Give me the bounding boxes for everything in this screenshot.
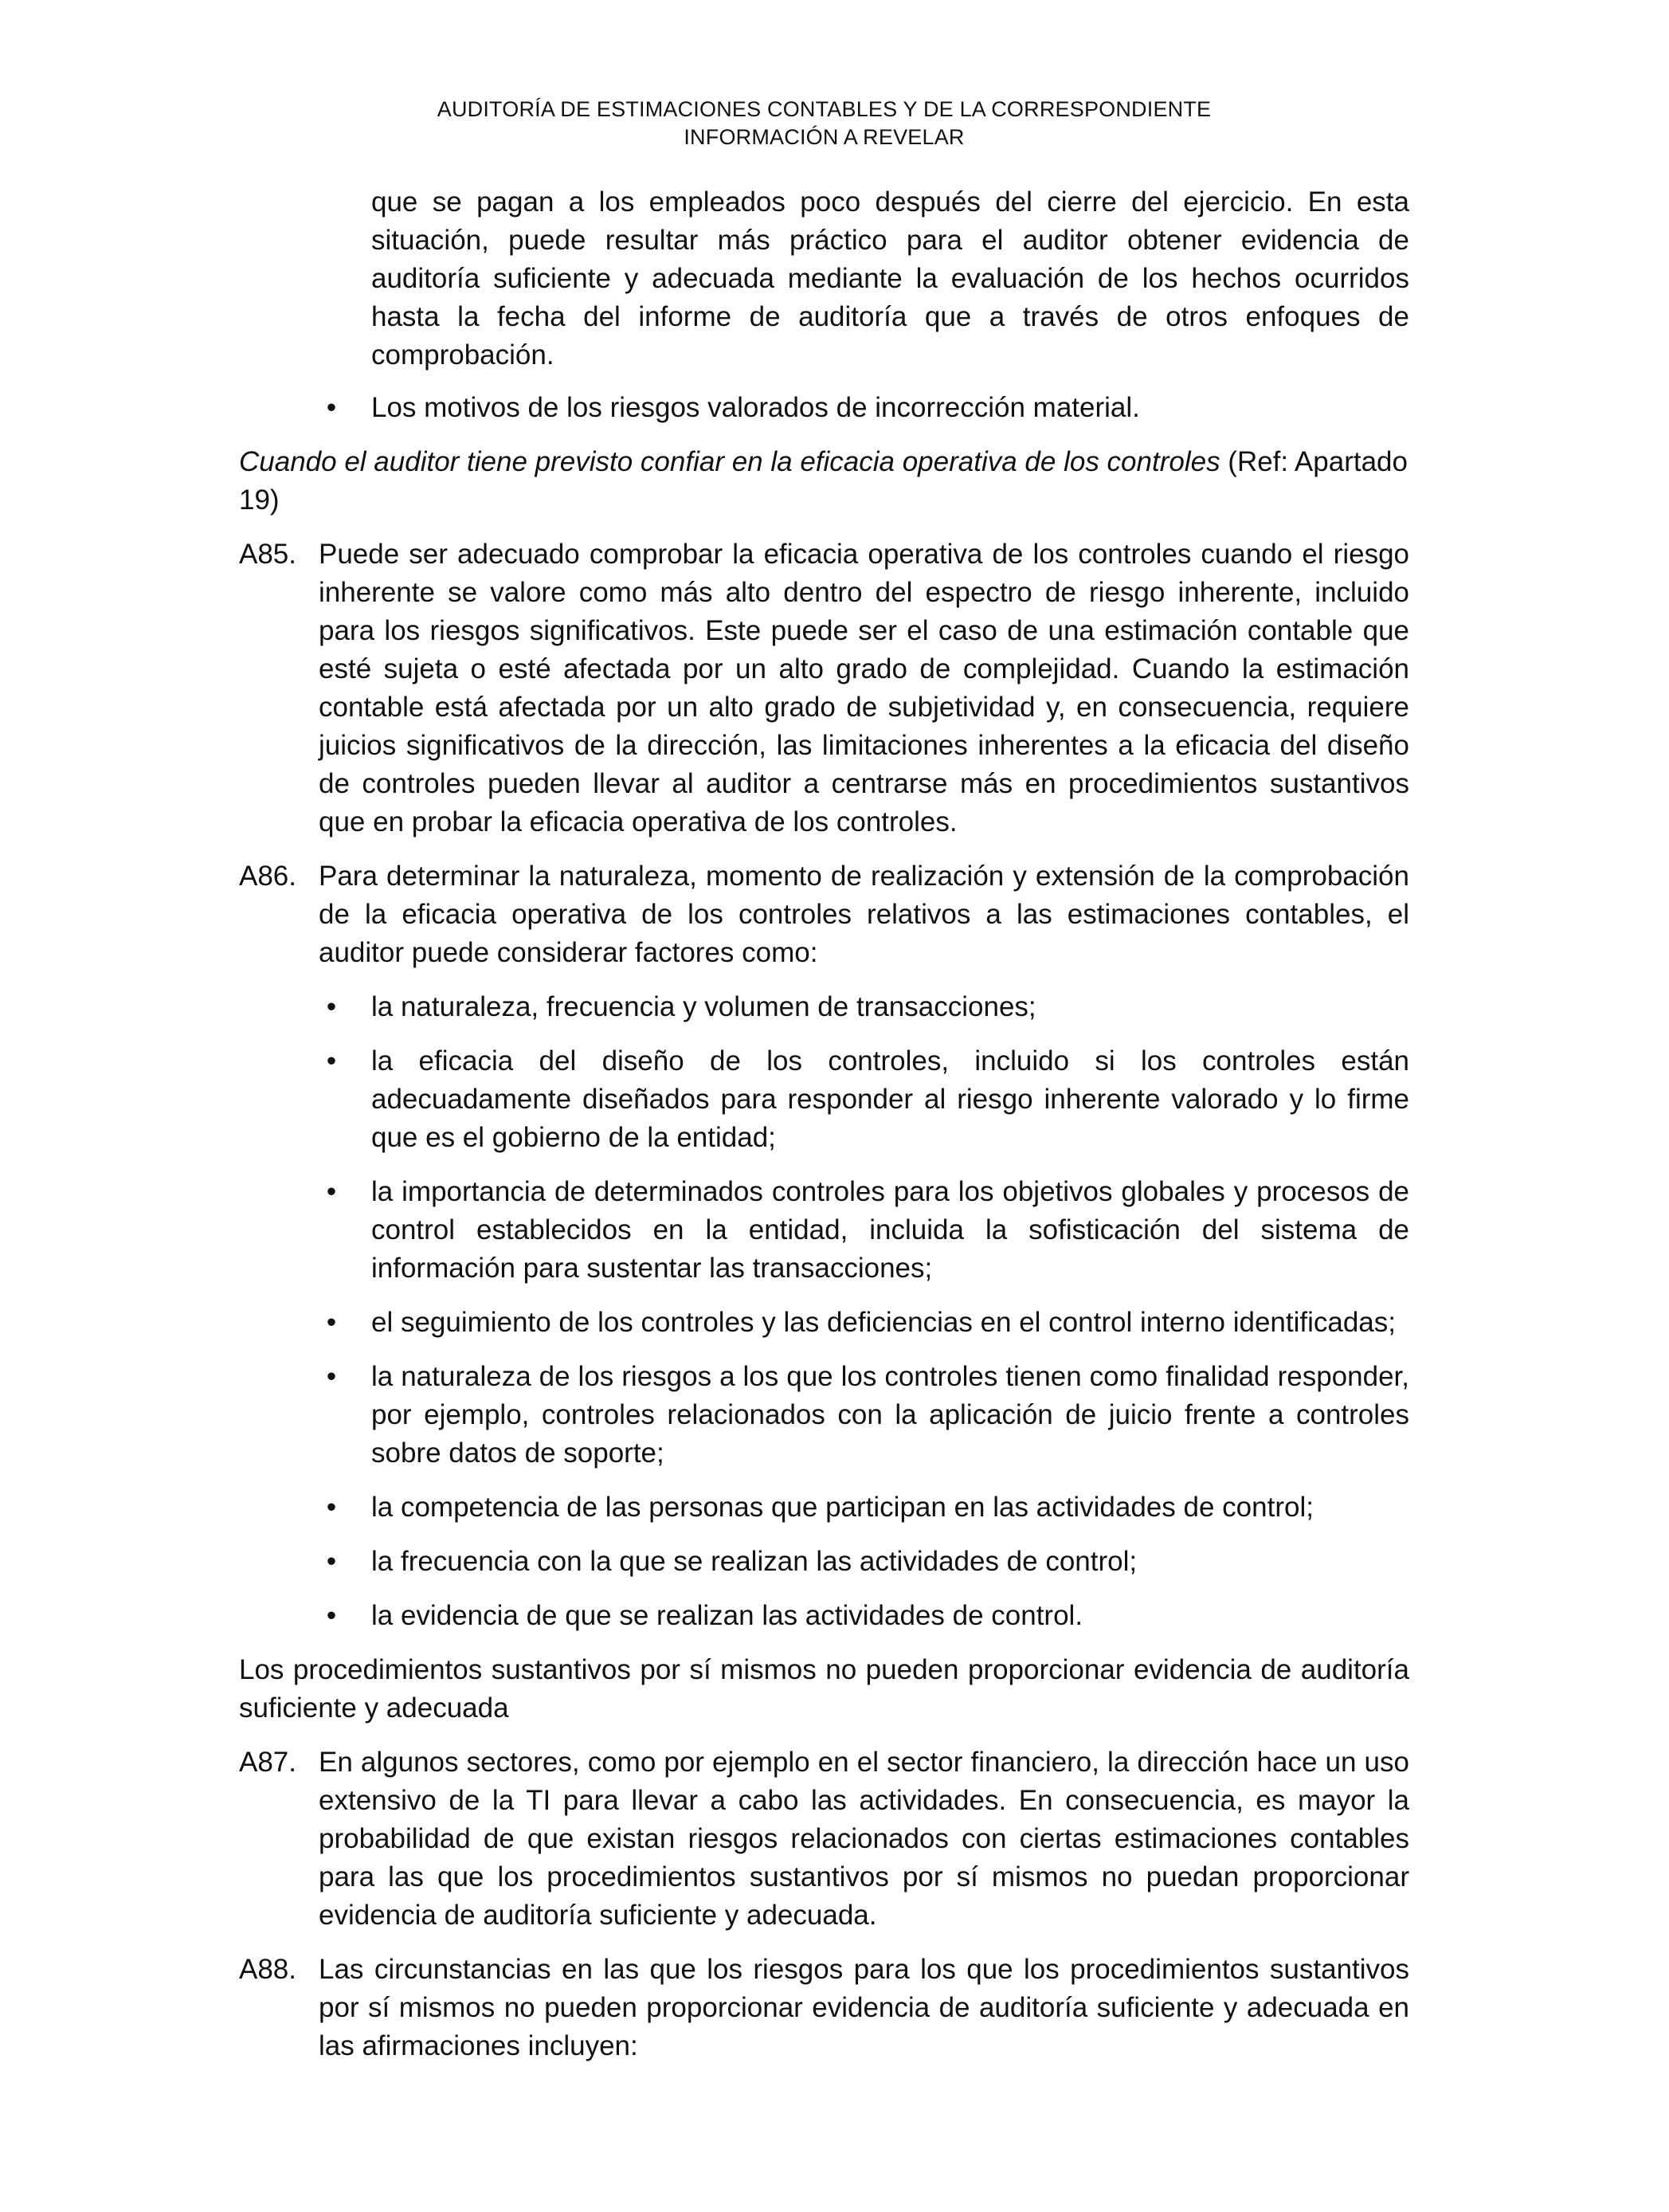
bullet-glyph: • [326,1492,337,1523]
bullet-text: la frecuencia con la que se realizan las actividades de control; [371,1546,1138,1577]
bullet-glyph: • [326,1361,337,1392]
continuation-paragraph: que se pagan a los empleados poco después del cierre del ejercicio. En esta situación, puede resultar más práctico para el auditor obtener evidencia de auditoría suficiente y adecuada mediante la evaluación de los hechos ocurridos hasta la fecha del informe de auditoría que a través de otros enfoques de comprobación. [371,186,1409,371]
factor-list [239,988,1409,1635]
bullet-text: la naturaleza, frecuencia y volumen de transacciones; [371,991,1036,1022]
bullet-glyph: • [326,1176,337,1207]
header-line-2: INFORMACIÓN A REVELAR [684,125,965,149]
bullet-text: la eficacia del diseño de los controles, incluido si los controles están adecuadamente diseñados para responder al riesgo inherente valorado y lo firme que es el gobierno de la entidad; [371,1045,1409,1153]
list-item [239,1304,1409,1342]
paragraph-number: A87. [239,1747,296,1778]
list-item [239,1042,1409,1157]
paragraph-text: En algunos sectores, como por ejemplo en el sector financiero, la dirección hace un uso extensivo de la TI para llevar a cabo las actividades. En consecuencia, es mayor la probabilidad de que existan riesgos relacionados con ciertas estimaciones contables para las que los procedimientos sustantivos por sí mismos no puedan proporcionar evidencia de auditoría suficiente y adecuada. [319,1747,1409,1931]
list-item [239,1488,1409,1527]
bullet-text: la naturaleza de los riesgos a los que los controles tienen como finalidad responder, por ejemplo, controles relacionados con la aplicación de juicio frente a controles sobre datos de soporte; [371,1361,1409,1469]
paragraph-number: A85. [239,539,296,570]
heading-italic: Cuando el auditor tiene previsto confiar en la eficacia operativa de los controles [239,446,1220,477]
paragraph-a87 [239,1743,1409,1935]
heading-ref: (Ref: Apartado 19) [239,446,1408,516]
bullet-glyph: • [326,1045,337,1077]
running-header [239,96,1409,151]
bullet-glyph: • [326,1546,337,1577]
section-heading-controls [239,443,1409,520]
bullet-glyph: • [326,991,337,1022]
bullet-text: la evidencia de que se realizan las actividades de control. [371,1600,1083,1631]
list-item [239,988,1409,1026]
paragraph-text: Puede ser adecuado comprobar la eficacia operativa de los controles cuando el riesgo inherente se valore como más alto dentro del espectro de riesgo inherente, incluido para los riesgos significativos. Este puede ser el caso de una estimación contable que esté sujeta o esté afectada por un alto grado de complejidad. Cuando la estimación contable está afectada por un alto grado de subjetividad y, en consecuencia, requiere juicios significativos de la dirección, las limitaciones inherentes a la eficacia del diseño de controles pueden llevar al auditor a centrarse más en procedimientos sustantivos que en probar la eficacia operativa de los controles. [319,539,1409,837]
paragraph-number: A86. [239,861,296,892]
header-line-1: AUDITORÍA DE ESTIMACIONES CONTABLES Y DE LA CORRESPONDIENTE [437,97,1212,121]
bullet-text: el seguimiento de los controles y las deficiencias en el control interno identificadas; [371,1307,1396,1338]
paragraph-a88 [239,1951,1409,2065]
bullet-text: la competencia de las personas que participan en las actividades de control; [371,1492,1314,1523]
paragraph-number: A88. [239,1954,296,1985]
bullet-text: la importancia de determinados controles para los objetivos globales y procesos de control establecidos en la entidad, incluida la sofisticación del sistema de información para sustentar las transacciones; [371,1176,1409,1284]
section-heading-substantive: Los procedimientos sustantivos por sí mismos no pueden proporcionar evidencia de auditoría suficiente y adecuada [239,1654,1409,1724]
bullet-glyph: • [326,392,337,423]
list-item [239,1358,1409,1473]
list-item [239,1543,1409,1581]
paragraph-text: Las circunstancias en las que los riesgos para los que los procedimientos sustantivos por sí mismos no pueden proporcionar evidencia de auditoría suficiente y adecuada en las afirmaciones incluyen: [319,1954,1409,2061]
paragraph-a85 [239,535,1409,841]
bullet-glyph: • [326,1600,337,1631]
bullet-text: Los motivos de los riesgos valorados de incorrección material. [371,392,1140,423]
list-item [239,1597,1409,1635]
paragraph-a86 [239,857,1409,972]
list-item [239,1173,1409,1288]
bullet-glyph: • [326,1307,337,1338]
paragraph-text: Para determinar la naturaleza, momento de realización y extensión de la comprobación de la eficacia operativa de los controles relativos a las estimaciones contables, el auditor puede considerar factores como: [319,861,1409,968]
list-item [239,389,1409,427]
